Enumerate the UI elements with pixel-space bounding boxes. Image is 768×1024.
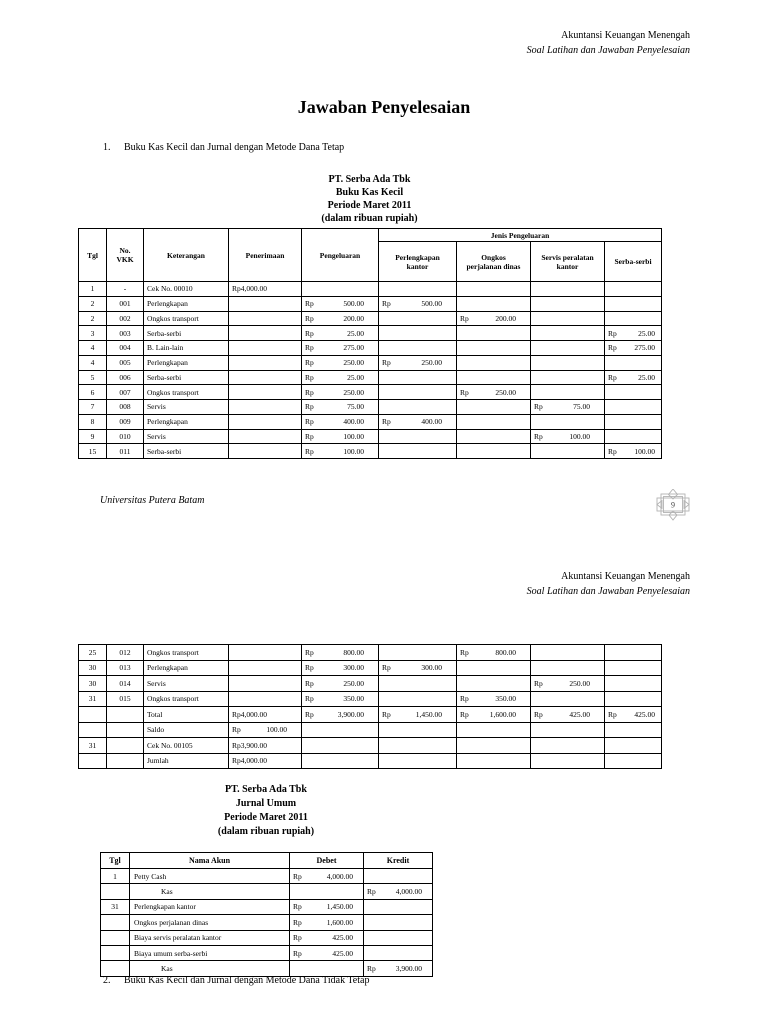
table-row: Biaya servis peralatan kantor Rp 425.00 — [101, 930, 433, 945]
buku-kas-kecil-table — [78, 228, 662, 459]
page-title: Jawaban Penyelesaian — [297, 97, 471, 117]
jurnal-umum-table — [100, 852, 433, 977]
report-name: Jurnal Umum — [235, 798, 297, 809]
list-item-2 — [103, 975, 369, 986]
list-item-1-text: Buku Kas Kecil dan Jurnal dengan Metode Dana Tetap — [124, 142, 345, 153]
table-row-saldo: Saldo Rp 100.00 — [79, 722, 662, 738]
report-name: Buku Kas Kecil — [335, 187, 404, 198]
col-header-tgl: Tgl — [79, 229, 107, 282]
col-header-tgl: Tgl — [101, 853, 130, 869]
table-row: 8 009 Perlengkapan Rp 400.00 Rp 400.00 — [79, 414, 662, 429]
list-item-2-number: 2. — [103, 975, 111, 986]
table-row: 5 006 Serba-serbi Rp 25.00 Rp 25.00 — [79, 370, 662, 385]
company-name: PT. Serba Ada Tbk — [328, 174, 411, 185]
jurnal-umum-title-block — [100, 783, 432, 839]
page-number-ornament-icon — [655, 489, 691, 521]
table-row: 31 015 Ongkos transport Rp 350.00 Rp 350.00 — [79, 691, 662, 707]
col-header-pengeluaran: Pengeluaran — [302, 229, 379, 282]
table-row: 9 010 Servis Rp 100.00 Rp 100.00 — [79, 429, 662, 444]
col-header-servis: Servis peralatan kantor — [531, 242, 605, 282]
list-item-1-number: 1. — [103, 142, 111, 153]
report-period: Periode Maret 2011 — [327, 200, 412, 211]
table-row: 3 003 Serba-serbi Rp 25.00 Rp 25.00 — [79, 326, 662, 341]
list-item-1 — [103, 142, 344, 153]
kas-kecil-title-block — [78, 173, 661, 225]
col-header-perlengkapan: Perlengkapan kantor — [379, 242, 457, 282]
table-row: 31 Cek No. 00105 Rp3,900.00 — [79, 738, 662, 754]
table-row: 1 - Cek No. 00010 Rp4,000.00 — [79, 282, 662, 297]
buku-kas-kecil-table-continued — [78, 644, 662, 769]
doc-header-title: Akuntansi Keuangan Menengah — [561, 30, 690, 41]
col-header-serba: Serba-serbi — [605, 242, 662, 282]
table-row-total: Total Rp4,000.00 Rp 3,900.00 Rp 1,450.00 Rp 1,600.00 Rp 425.00 Rp 425.00 — [79, 707, 662, 723]
col-header-jenis-pengeluaran: Jenis Pengeluaran — [379, 229, 662, 242]
table-row: 2 002 Ongkos transport Rp 200.00 Rp 200.00 — [79, 311, 662, 326]
report-unit: (dalam ribuan rupiah) — [321, 213, 418, 224]
company-name: PT. Serba Ada Tbk — [225, 784, 307, 795]
doc-header-subtitle: Soal Latihan dan Jawaban Penyelesaian — [526, 45, 690, 56]
doc-header-subtitle: Soal Latihan dan Jawaban Penyelesaian — [526, 586, 690, 597]
col-header-debet: Debet — [290, 853, 364, 869]
table-row: 1 Petty Cash Rp 4,000.00 — [101, 869, 433, 884]
list-item-2-text: Buku Kas Kecil dan Jurnal dengan Metode Dana Tidak Tetap — [124, 975, 370, 986]
table-row: Kas Rp 3,900.00 — [101, 961, 433, 976]
table-row: Ongkos perjalanan dinas Rp 1,600.00 — [101, 915, 433, 930]
report-period: Periode Maret 2011 — [224, 812, 308, 823]
footer-institution: Universitas Putera Batam — [100, 495, 205, 506]
table-row: 7 008 Servis Rp 75.00 Rp 75.00 — [79, 400, 662, 415]
col-header-keterangan: Keterangan — [144, 229, 229, 282]
table-row: 31 Perlengkapan kantor Rp 1,450.00 — [101, 899, 433, 914]
table-row: 6 007 Ongkos transport Rp 250.00 Rp 250.00 — [79, 385, 662, 400]
table-row: 4 004 B. Lain-lain Rp 275.00 Rp 275.00 — [79, 341, 662, 356]
table-row: Kas Rp 4,000.00 — [101, 884, 433, 899]
col-header-kredit: Kredit — [364, 853, 433, 869]
table-row: 4 005 Perlengkapan Rp 250.00 Rp 250.00 — [79, 355, 662, 370]
col-header-penerimaan: Penerimaan — [229, 229, 302, 282]
doc-header-title: Akuntansi Keuangan Menengah — [561, 571, 690, 582]
report-unit: (dalam ribuan rupiah) — [217, 826, 315, 837]
col-header-ongkos: Ongkos perjalanan dinas — [457, 242, 531, 282]
table-row-jumlah: Jumlah Rp4,000.00 — [79, 753, 662, 769]
table-row: 30 013 Perlengkapan Rp 300.00 Rp 300.00 — [79, 660, 662, 676]
page-number: 9 — [671, 500, 675, 510]
col-header-vkk: No. VKK — [107, 229, 144, 282]
doc-header-page2 — [527, 569, 690, 599]
doc-header-page1 — [527, 28, 690, 58]
table-row: Biaya umum serba-serbi Rp 425.00 — [101, 945, 433, 960]
col-header-nama-akun: Nama Akun — [130, 853, 290, 869]
page-number-badge — [655, 489, 691, 521]
table-header-row — [79, 229, 662, 242]
table-header-row — [101, 853, 433, 869]
table-row: 25 012 Ongkos transport Rp 800.00 Rp 800.00 — [79, 645, 662, 661]
table-row: 2 001 Perlengkapan Rp 500.00 Rp 500.00 — [79, 296, 662, 311]
table-row: 15 011 Serba-serbi Rp 100.00 Rp 100.00 — [79, 444, 662, 459]
table-row: 30 014 Servis Rp 250.00 Rp 250.00 — [79, 676, 662, 692]
